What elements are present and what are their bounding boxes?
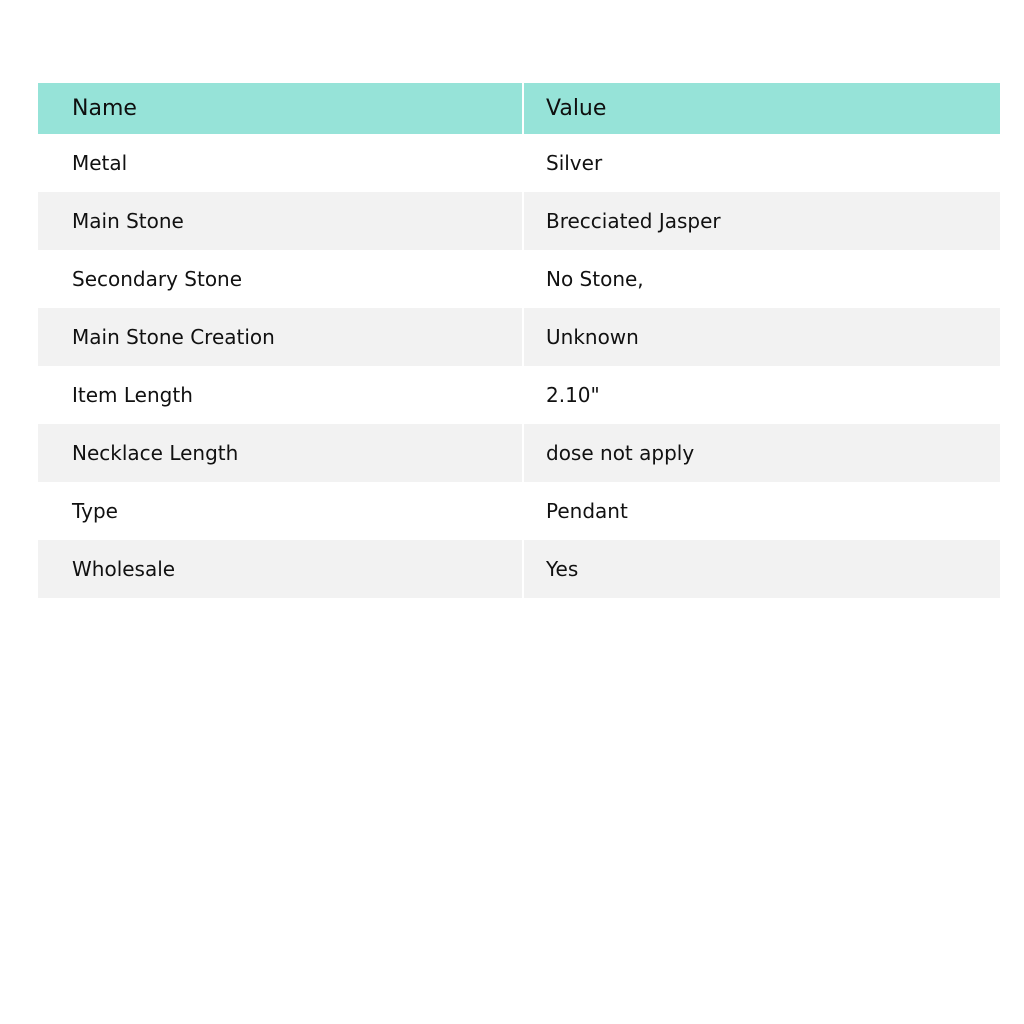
row-value-cell: Unknown <box>523 308 1000 366</box>
value-column-header: Value <box>523 83 1000 134</box>
table-row <box>38 540 1000 598</box>
header-row <box>38 83 1000 134</box>
table-header <box>38 83 1000 134</box>
table-row <box>38 482 1000 540</box>
name-column-header: Name <box>38 83 523 134</box>
row-name-cell: Secondary Stone <box>38 250 523 308</box>
row-name-cell: Main Stone Creation <box>38 308 523 366</box>
table-row <box>38 134 1000 192</box>
row-value-cell: Brecciated Jasper <box>523 192 1000 250</box>
table-row <box>38 192 1000 250</box>
table-body <box>38 134 1000 598</box>
row-value-cell: No Stone, <box>523 250 1000 308</box>
row-value-cell: 2.10" <box>523 366 1000 424</box>
row-value-cell: dose not apply <box>523 424 1000 482</box>
row-value-cell: Yes <box>523 540 1000 598</box>
row-name-cell: Wholesale <box>38 540 523 598</box>
row-name-cell: Metal <box>38 134 523 192</box>
row-name-cell: Type <box>38 482 523 540</box>
table-row <box>38 250 1000 308</box>
row-value-cell: Pendant <box>523 482 1000 540</box>
item-specifics-table <box>38 83 1000 598</box>
table-row <box>38 424 1000 482</box>
row-name-cell: Necklace Length <box>38 424 523 482</box>
row-name-cell: Main Stone <box>38 192 523 250</box>
row-value-cell: Silver <box>523 134 1000 192</box>
table-row <box>38 366 1000 424</box>
table-row <box>38 308 1000 366</box>
row-name-cell: Item Length <box>38 366 523 424</box>
